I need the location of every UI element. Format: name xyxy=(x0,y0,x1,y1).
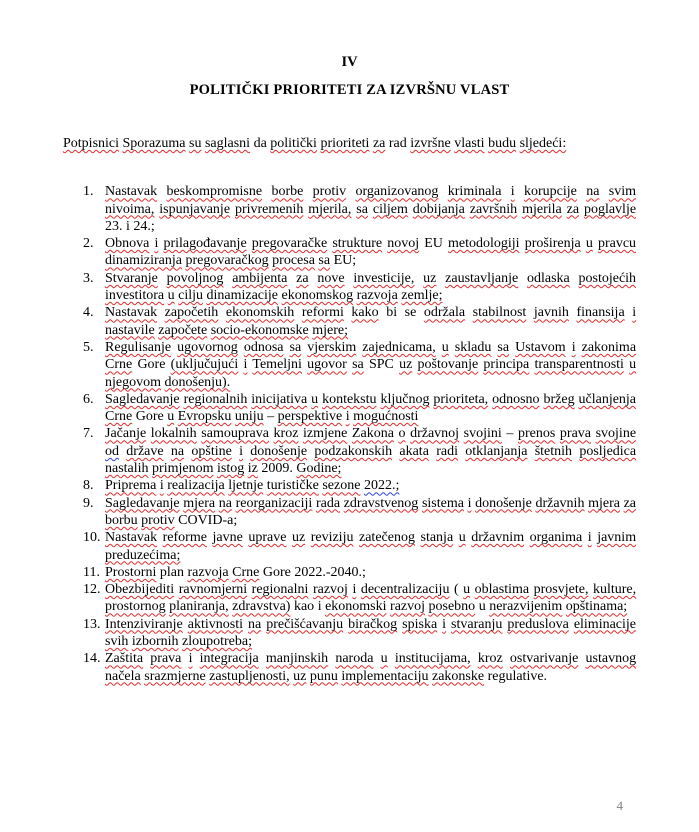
list-item-number: 8. xyxy=(83,478,94,494)
spell-flagged-word: investitora xyxy=(105,288,165,304)
list-item-text xyxy=(105,478,399,493)
spell-flagged-word: protiv xyxy=(141,512,175,528)
list-item-text: Nastavak započetih ekonomskih reformi kako bi se održala stabilnost javnih finansija i nastavile započete socio-ekonomske mjere; xyxy=(105,305,637,338)
spell-flagged-word: integracija xyxy=(199,651,259,667)
list-item-number: 13. xyxy=(83,616,101,632)
list-item-text: Obezbijediti ravnomjerni regionalni razvoj i decentralizaciju ( u oblastima prosvjete, kulture, prostornog planiranja, zdravstva) kao i ekonomski razvoj posebno u nerazvijenim opštinama; xyxy=(105,582,637,615)
spell-flagged-word: kako xyxy=(351,305,379,321)
spell-flagged-word: aktivnosti xyxy=(187,616,243,632)
spell-flagged-word: i xyxy=(243,357,248,373)
spell-flagged-word: ekonomskih xyxy=(225,305,295,321)
spell-flagged-word: prioriteta, xyxy=(433,391,489,407)
spell-flagged-word: nove xyxy=(317,270,345,286)
spell-flagged-word: i xyxy=(442,616,447,632)
spell-flagged-word: ustavnog xyxy=(585,651,637,667)
spell-flagged-word: kriminala xyxy=(447,184,502,200)
list-item xyxy=(63,495,636,530)
list-item-number: 11. xyxy=(83,564,100,580)
list-item-number: 1. xyxy=(83,184,94,200)
spell-flagged-word: transparentnosti xyxy=(534,357,624,373)
spell-flagged-word: svojini xyxy=(463,426,502,442)
spell-flagged-word: borbu xyxy=(105,512,138,528)
spell-flagged-word: akata xyxy=(399,443,429,459)
spell-flagged-word: Sagledavanje xyxy=(105,391,180,407)
spell-flagged-word: punu xyxy=(309,668,338,684)
spell-flagged-word: Sagledavanje xyxy=(105,495,180,511)
spell-flagged-word: uz xyxy=(399,357,413,373)
list-item-number: 14. xyxy=(83,651,101,667)
spell-flagged-word: Stvaranje xyxy=(105,270,158,286)
grammar-flagged-word: 2022.; xyxy=(363,478,400,494)
list-item xyxy=(63,183,636,235)
list-item-number: 3. xyxy=(83,270,94,286)
spell-flagged-word: svih xyxy=(105,634,129,650)
spell-flagged-word: načela xyxy=(105,668,141,684)
spell-flagged-word: Prostorni xyxy=(105,564,157,580)
spell-flagged-word: manjinskih xyxy=(265,651,329,667)
spell-flagged-word: dobijanja xyxy=(412,201,465,217)
spell-flagged-word: ključnog xyxy=(380,391,430,407)
spell-flagged-word: u xyxy=(167,288,175,304)
spell-flagged-word: prosvjete, xyxy=(533,582,589,598)
spell-flagged-word: na xyxy=(170,443,185,459)
spell-flagged-word: Zakona xyxy=(351,426,394,442)
spell-flagged-word: dinamiziranja xyxy=(105,253,182,269)
spell-flagged-word: štetnih xyxy=(534,443,573,459)
spell-flagged-word: zastupljenosti, xyxy=(209,668,290,684)
spell-flagged-word: i xyxy=(352,582,357,598)
spell-flagged-word: privremenih xyxy=(234,201,304,217)
spell-flagged-word: podzakonskih xyxy=(314,443,393,459)
spell-flagged-word: lokalnih xyxy=(150,426,197,442)
spell-flagged-word: i xyxy=(154,236,159,252)
spell-flagged-word: na xyxy=(586,184,600,200)
spell-flagged-word: decentralizaciju xyxy=(360,582,450,598)
list-item-text xyxy=(105,271,636,303)
spell-flagged-word: za xyxy=(566,201,580,217)
spell-flagged-word: uprave xyxy=(248,530,287,546)
spell-flagged-word: samouprava xyxy=(201,426,269,442)
list-item-text: Jačanje lokalnih samouprava kroz izmjene Zakona o državnoj svojini – prenos prava svojine od države na opštine i donošenje podzakonskih akata radi otklanjanja štetnih posljedica nastalih primjenom istog iz 2009. Godine; xyxy=(105,426,637,477)
spell-flagged-word: Nastavak xyxy=(105,305,158,321)
list-item-number: 12. xyxy=(83,582,101,598)
spell-flagged-word: svim xyxy=(608,184,637,200)
spell-flagged-word: protiv xyxy=(312,184,347,200)
spell-flagged-word: državnih xyxy=(535,495,585,511)
spell-flagged-word: Intenziviranje xyxy=(105,616,183,632)
spell-flagged-word: poglavlje xyxy=(583,201,637,217)
spell-flagged-word: kroz xyxy=(477,651,503,667)
spell-flagged-word: Priprema xyxy=(105,478,157,494)
spell-flagged-word: politički xyxy=(270,136,317,151)
spell-flagged-word: zdravstvenog xyxy=(343,495,419,511)
spell-flagged-word: investicije, xyxy=(353,270,415,286)
spell-flagged-word: sa xyxy=(352,357,364,373)
spell-flagged-word: Sporazuma xyxy=(122,136,186,151)
list-item xyxy=(63,391,636,426)
spell-flagged-word: zaustavljanje xyxy=(445,270,519,286)
spell-flagged-word: zemlje; xyxy=(401,288,443,304)
spell-flagged-word: zatečenog xyxy=(359,530,415,546)
spell-flagged-word: u xyxy=(629,357,637,373)
spell-flagged-word: Temeljni xyxy=(252,357,302,373)
list-item xyxy=(63,477,636,494)
spell-flagged-word: započete xyxy=(158,322,208,338)
list-item xyxy=(63,616,636,651)
spell-flagged-word: sa xyxy=(356,201,368,217)
spell-flagged-word: preduslova xyxy=(507,616,569,632)
spell-flagged-word: pravcu xyxy=(597,236,637,252)
spell-flagged-word: i xyxy=(587,530,592,546)
spell-flagged-word: razvoj xyxy=(312,582,348,598)
list-item xyxy=(63,235,636,270)
spell-flagged-word: započetih xyxy=(164,305,219,321)
spell-flagged-word: razvoja xyxy=(356,288,398,304)
spell-flagged-word: nastalih xyxy=(105,461,149,477)
spell-flagged-word: planiranja, xyxy=(169,599,229,615)
spell-flagged-word: donošenje xyxy=(250,443,308,459)
spell-flagged-word: principa xyxy=(483,357,530,373)
list-item-text xyxy=(105,617,636,649)
spell-flagged-word: stvaranju xyxy=(451,616,503,632)
spell-flagged-word: kulture, xyxy=(592,582,637,598)
spell-flagged-word: implementaciju xyxy=(341,668,429,684)
list-item-text: Sagledavanje regionalnih inicijativa u kontekstu ključnog prioriteta, odnosno bržeg učlanjenja Crne Gore u Evropsku uniju – perspektive i mogućnosti xyxy=(105,391,637,425)
spell-flagged-word: mjera xyxy=(588,495,620,511)
spell-flagged-word: sa xyxy=(318,253,331,269)
spell-flagged-word: Obezbijediti xyxy=(105,582,175,598)
spell-flagged-word: javnim xyxy=(597,530,637,546)
spell-flagged-word: sa xyxy=(497,339,510,355)
spell-flagged-word: države xyxy=(126,443,164,459)
spell-flagged-word: mjerila, xyxy=(308,201,352,217)
spell-flagged-word: i xyxy=(188,651,193,667)
spell-flagged-word: Obnova xyxy=(105,236,150,252)
spell-flagged-word: mjere; xyxy=(312,322,348,338)
spell-flagged-word: prenos xyxy=(517,426,556,442)
spell-flagged-word: posljedica xyxy=(579,443,637,459)
list-item xyxy=(63,564,636,581)
spell-flagged-word: u xyxy=(441,339,449,355)
spell-flagged-word: mogućnosti xyxy=(353,409,419,425)
spell-flagged-word: (uključujući xyxy=(170,357,239,373)
spell-flagged-word: donošenju). xyxy=(164,374,231,390)
spell-flagged-word: saglasni xyxy=(204,136,251,151)
spell-flagged-word: ugovornog xyxy=(177,339,238,355)
spell-flagged-word: ostvarivanje xyxy=(509,651,579,667)
spell-flagged-word: organima xyxy=(529,530,583,546)
list-item-number: 2. xyxy=(83,236,94,252)
spell-flagged-word: proširenja xyxy=(524,236,581,252)
spell-flagged-word: Crne xyxy=(232,564,260,580)
spell-flagged-word: budu xyxy=(488,136,517,151)
spell-flagged-word: ljetnje xyxy=(228,478,264,494)
spell-flagged-word: u xyxy=(167,409,175,425)
spell-flagged-word: Jačanje xyxy=(105,426,147,442)
spell-flagged-word: cilju xyxy=(178,288,203,304)
list-item xyxy=(63,581,636,616)
spell-flagged-word: Crne xyxy=(105,409,133,425)
spell-flagged-word: u xyxy=(380,651,388,667)
list-item-text: Sagledavanje mjera na reorganizaciji rada zdravstvenog sistema i donošenje državnih mjera za borbu protiv COVID-a; xyxy=(105,495,637,528)
spell-flagged-word: i xyxy=(632,305,637,321)
list-item-text xyxy=(105,530,636,562)
spell-flagged-word: uz xyxy=(423,270,437,286)
spell-flagged-word: zdravstva) xyxy=(232,599,291,615)
list-item xyxy=(63,304,636,339)
spell-flagged-word: učlanjenja xyxy=(578,391,637,407)
spell-flagged-word: prilagođavanje xyxy=(163,236,247,252)
spell-flagged-word: u xyxy=(458,530,466,546)
list-item xyxy=(63,425,636,477)
list-item-text: Zaštita prava i integracija manjinskih naroda u institucijama, kroz ostvarivanje ustavnog načela srazmjerne zastupljenosti, uz punu implementaciju zakonske regulative. xyxy=(105,651,637,684)
spell-flagged-word: sa xyxy=(289,339,302,355)
spell-flagged-word: državnim xyxy=(471,530,525,546)
list-item-number: 10. xyxy=(83,530,101,546)
spell-flagged-word: u xyxy=(463,582,471,598)
spell-flagged-word: turističke xyxy=(266,478,319,494)
list-item-number: 5. xyxy=(83,339,94,355)
spell-flagged-word: odnosno xyxy=(492,391,540,407)
spell-flagged-word: izbornih xyxy=(131,634,179,650)
spell-flagged-word: Godine; xyxy=(296,461,342,477)
spell-flagged-word: na xyxy=(218,495,232,511)
spell-flagged-word: vlasti xyxy=(454,136,485,151)
spell-flagged-word: na xyxy=(247,616,262,632)
spell-flagged-word: vjerskim xyxy=(307,339,357,355)
list-item-text: Prostorni plan razvoja Crne Gore 2022.-2040.; xyxy=(105,564,366,580)
spell-flagged-word: istog xyxy=(216,461,245,477)
spell-flagged-word: stabilnost xyxy=(472,305,527,321)
spell-flagged-word: korupcije xyxy=(524,184,577,200)
list-item-number: 6. xyxy=(83,391,94,407)
document-title: POLITIČKI PRIORITETI ZA IZVRŠNU VLAST xyxy=(189,82,510,98)
spell-flagged-word: reforme xyxy=(162,530,207,546)
spell-flagged-word: prava xyxy=(150,651,182,667)
spell-flagged-word: odnosa xyxy=(243,339,284,355)
spell-flagged-word: za xyxy=(372,136,386,151)
spell-flagged-word: povoljnog xyxy=(166,270,224,286)
spell-flagged-word: regionalni xyxy=(251,582,309,598)
spell-flagged-word: poštovanje xyxy=(417,357,479,373)
spell-flagged-word: oblastima xyxy=(474,582,530,598)
spell-flagged-word: u xyxy=(311,391,319,407)
spell-flagged-word: iz xyxy=(247,461,258,477)
spell-flagged-word: prioriteti xyxy=(320,136,370,151)
spell-flagged-word: odlaska xyxy=(526,270,570,286)
spell-flagged-word: ekonomskog xyxy=(281,288,354,304)
section-number: IV xyxy=(341,54,358,70)
spell-flagged-word: javnih xyxy=(533,305,569,321)
spell-flagged-word: izvršne xyxy=(410,136,451,151)
spell-flagged-word: ispunjavanje xyxy=(159,201,231,217)
spell-flagged-word: dinamizacije xyxy=(206,288,279,304)
spell-flagged-word: uz xyxy=(293,668,307,684)
spell-flagged-word: javne xyxy=(212,530,243,546)
spell-flagged-word: zakonima xyxy=(581,339,637,355)
spell-flagged-word: reviziju xyxy=(310,530,354,546)
spell-flagged-word: borbe xyxy=(271,184,304,200)
spell-flagged-word: biračkog xyxy=(348,616,398,632)
spell-flagged-word: razvoj xyxy=(390,599,426,615)
spell-flagged-word: primjenom xyxy=(152,461,214,477)
spell-flagged-word: organizovanog xyxy=(355,184,439,200)
spell-flagged-word: pregovaračkog xyxy=(185,253,269,269)
spell-flagged-word: strukture xyxy=(332,236,383,252)
spell-flagged-word: zajednicama, xyxy=(362,339,436,355)
spell-flagged-word: pregovaračke xyxy=(251,236,328,252)
page-number: 4 xyxy=(616,798,623,813)
spell-flagged-word: ekonomski xyxy=(325,599,387,615)
spell-flagged-word: novoj xyxy=(387,236,420,252)
spell-flagged-word: kontekstu xyxy=(322,391,377,407)
spell-flagged-word: ciljem xyxy=(372,201,408,217)
list-item-number: 7. xyxy=(83,426,94,442)
spell-flagged-word: za xyxy=(296,270,309,286)
spell-flagged-word: i xyxy=(159,478,164,494)
spell-flagged-word: postojećih xyxy=(578,270,637,286)
spell-flagged-word: i xyxy=(345,409,350,425)
spell-flagged-word: spiska xyxy=(402,616,438,632)
spell-flagged-word: stanja xyxy=(420,530,454,546)
spell-flagged-word: bržeg xyxy=(543,391,575,407)
spell-flagged-word: Nastavak xyxy=(105,530,158,546)
spell-flagged-word: opštine xyxy=(191,443,232,459)
spell-flagged-word: reformi xyxy=(301,305,344,321)
spell-flagged-word: nivoima, xyxy=(105,201,155,217)
spell-flagged-word: realizacija xyxy=(167,478,225,494)
spell-flagged-word: kroz xyxy=(273,426,299,442)
list-item xyxy=(63,339,636,391)
spell-flagged-word: reorganizaciji xyxy=(235,495,313,511)
spell-flagged-word: Ustavom xyxy=(515,339,566,355)
priority-list xyxy=(63,183,636,685)
spell-flagged-word: mjera xyxy=(183,495,216,511)
spell-flagged-word: nerazvijenim xyxy=(489,599,563,615)
spell-flagged-word: održala xyxy=(423,305,466,321)
spell-flagged-word: državnoj xyxy=(410,426,460,442)
spell-flagged-word: i xyxy=(571,339,576,355)
spell-flagged-word: Regulisanje xyxy=(105,339,172,355)
spell-flagged-word: prostornog xyxy=(105,599,166,615)
spell-flagged-word: naroda xyxy=(335,651,374,667)
spell-flagged-word: finansija xyxy=(576,305,625,321)
spell-flagged-word: radi xyxy=(436,443,458,459)
list-item xyxy=(63,529,636,564)
spell-flagged-word: inicijativa xyxy=(251,391,308,407)
spell-flagged-word: zakonske xyxy=(431,668,485,684)
spell-flagged-word: procesa xyxy=(272,253,315,269)
spell-flagged-word: i xyxy=(239,443,243,459)
list-item-number: 9. xyxy=(83,495,94,511)
spell-flagged-word: ugovor xyxy=(307,357,347,373)
spell-flagged-word: i xyxy=(510,184,515,200)
spell-flagged-word: u xyxy=(585,236,593,252)
spell-flagged-word: Crne xyxy=(105,357,133,373)
spell-flagged-word: eliminacije xyxy=(573,616,637,632)
list-item xyxy=(63,270,636,305)
spell-flagged-word: prečišćavanju xyxy=(266,616,344,632)
spell-flagged-word: završnih xyxy=(469,201,518,217)
spell-flagged-word: sistema xyxy=(421,495,464,511)
spell-flagged-word: institucijama, xyxy=(394,651,471,667)
list-item xyxy=(63,650,636,685)
spell-flagged-word: ravnomjerni xyxy=(178,582,248,598)
spell-flagged-word: opštinama; xyxy=(565,599,628,615)
spell-flagged-word: uz xyxy=(291,530,306,546)
spell-flagged-word: njegovom xyxy=(105,374,161,390)
spell-flagged-word: nastavile xyxy=(105,322,155,338)
spell-flagged-word: beskompromisne xyxy=(166,184,263,200)
spell-flagged-word: otklanjanja xyxy=(465,443,528,459)
spell-flagged-word: ambijenta xyxy=(232,270,288,286)
list-item-text: Nastavak beskompromisne borbe protiv organizovanog kriminala i korupcije na svim nivoima, ispunjavanje privremenih mjerila, sa ciljem dobijanja završnih mjerila za poglavlje 23. i 24.; xyxy=(105,184,637,234)
spell-flagged-word: o xyxy=(398,426,406,442)
list-item-text: Obnova i prilagođavanje pregovaračke strukture novoj EU metodologiji proširenja u pravcu dinamiziranja pregovaračkog procesa sa EU; xyxy=(105,236,637,269)
spell-flagged-word: posebno xyxy=(428,599,476,615)
spell-flagged-word: Zaštita xyxy=(105,651,144,667)
spell-flagged-word: zloupotreba; xyxy=(182,634,252,650)
spell-flagged-word: perspektive xyxy=(277,409,343,425)
spell-flagged-word: regionalnih xyxy=(183,391,248,407)
spell-flagged-word: sljedeći: xyxy=(519,136,567,151)
spell-flagged-word: preduzećima; xyxy=(105,547,181,563)
spell-flagged-word: Evropsku xyxy=(177,409,232,425)
spell-flagged-word: izmjene xyxy=(303,426,348,442)
spell-flagged-word: prava xyxy=(559,426,591,442)
spell-flagged-word: za xyxy=(623,495,637,511)
list-item-text: Regulisanje ugovornog odnosa sa vjerskim zajednicama, u skladu sa Ustavom i zakonima Crne Gore (uključujući i Temeljni ugovor sa SPC uz poštovanje principa transparentnosti u njegovom donošenju). xyxy=(105,339,637,390)
spell-flagged-word: mjerila xyxy=(522,201,562,217)
grammar-flagged-word: od xyxy=(105,443,119,459)
spell-flagged-word: i xyxy=(467,495,472,511)
intro-paragraph: Potpisnici Sporazuma su saglasni da politički prioriteti za rad izvršne vlasti budu sljedeći: xyxy=(63,136,567,151)
spell-flagged-word: metodologiji xyxy=(448,236,520,252)
spell-flagged-word: razvoja xyxy=(187,564,229,580)
spell-flagged-word: socio-ekonomske xyxy=(210,322,309,338)
list-item-number: 4. xyxy=(83,305,94,321)
spell-flagged-word: Nastavak xyxy=(105,184,158,200)
spell-flagged-word: sezone xyxy=(322,478,361,494)
spell-flagged-word: svojine xyxy=(595,426,637,442)
spell-flagged-word: su xyxy=(189,136,202,151)
spell-flagged-word: skladu xyxy=(454,339,492,355)
spell-flagged-word: rada xyxy=(315,495,341,511)
spell-flagged-word: Potpisnici xyxy=(63,136,120,151)
spell-flagged-word: donošenje xyxy=(475,495,532,511)
spell-flagged-word: uniju xyxy=(234,409,264,425)
spell-flagged-word: srazmjerne xyxy=(144,668,206,684)
